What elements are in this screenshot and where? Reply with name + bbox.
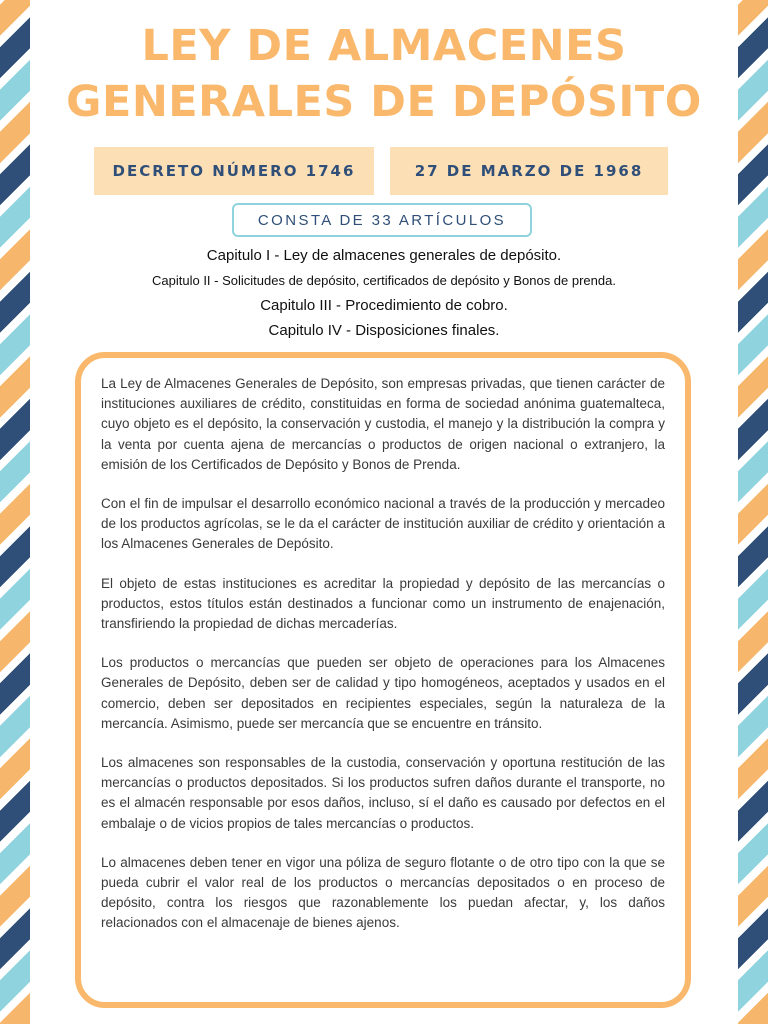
- chapter-item: Capitulo I - Ley de almacenes generales de depósito.: [206, 247, 562, 264]
- body-paragraph: Los productos o mercancías que pueden ser objeto de operaciones para los Almacenes Generales de Depósito, deben ser de calidad y tipo homogéneos, aceptados y usados en el comercio, deben ser depositados en recipientes especiales, según la naturaleza de la mercancía. Asimismo, puede ser mercancía que se encuentre en tránsito.: [101, 655, 665, 731]
- content-card: [75, 352, 691, 1008]
- decree-number-badge: DECRETO NÚMERO 1746: [94, 147, 374, 195]
- body-paragraph: Lo almacenes deben tener en vigor una póliza de seguro flotante o de otro tipo con la que se pueda cubrir el valor real de los productos o mercancías depositados o en proceso de depósito, contra los riesgos que razonablemente los puedan afectar, y, los daños relacionados con el almacenaje de bienes ajenos.: [101, 854, 665, 931]
- body-paragraph: La Ley de Almacenes Generales de Depósito, son empresas privadas, que tienen carácter de instituciones auxiliares de crédito, constituidas en forma de sociedad anónima guatemalteca, cuyo objeto es el depósito, la conservación y custodia, el manejo y la distribución la compra y la venta por cuenta ajena de mercancías o productos de origen nacional o extranjero, la emisión de los Certificados de Depósito y Bonos de Prenda.: [101, 376, 665, 472]
- chapter-item: Capitulo III - Procedimiento de cobro.: [260, 297, 508, 314]
- decree-date-badge: 27 DE MARZO DE 1968: [390, 147, 668, 195]
- right-striped-border: [738, 0, 768, 1024]
- decree-info-row: [94, 147, 668, 195]
- body-paragraph: Los almacenes son responsables de la custodia, conservación y oportuna restitución de las mercancías o productos depositados. Si los productos sufren daños durante el transporte, no es el almacén responsable por esos daños, incluso, sí el daño es causado por defectos en el embalaje o de vicios propios de tales mercancías o productos.: [101, 755, 665, 831]
- title-line-2: GENERALES DE DEPÓSITO: [66, 77, 702, 127]
- body-paragraph: El objeto de estas instituciones es acreditar la propiedad y depósito de las mercancías o productos, estos títulos están destinados a funcionar como un instrumento de enajenación, transfiriendo la propiedad de dichas mercaderías.: [101, 575, 665, 632]
- chapter-item: Capitulo II - Solicitudes de depósito, certificados de depósito y Bonos de prenda.: [152, 273, 616, 288]
- left-striped-border: [0, 0, 30, 1024]
- articles-count-badge: CONSTA DE 33 ARTÍCULOS: [232, 203, 532, 237]
- body-paragraph: Con el fin de impulsar el desarrollo económico nacional a través de la producción y mercadeo de los productos agrícolas, se le da el carácter de institución auxiliar de crédito y orientación a los Almacenes Generales de Depósito.: [101, 496, 665, 552]
- document-title: [30, 18, 738, 130]
- chapter-item: Capitulo IV - Disposiciones finales.: [268, 322, 500, 339]
- title-line-1: LEY DE ALMACENES: [141, 21, 627, 71]
- chapter-list: [30, 243, 738, 343]
